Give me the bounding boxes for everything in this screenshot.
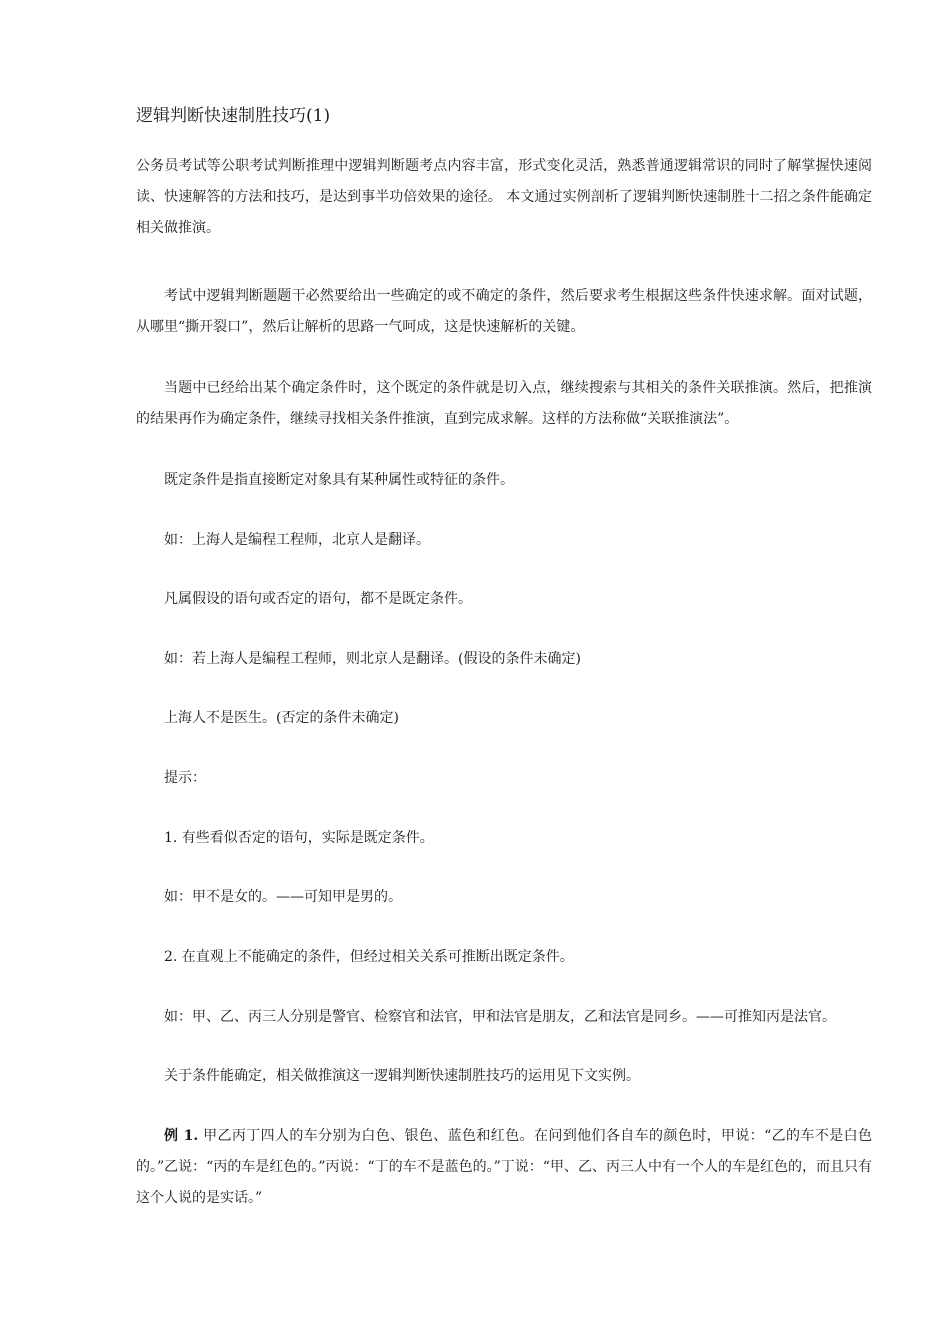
tip-item-1: 1. 有些看似否定的语句，实际是既定条件。 <box>164 830 434 846</box>
paragraph-3: 既定条件是指直接断定对象具有某种属性或特征的条件。 <box>164 472 514 488</box>
intro-paragraph: 公务员考试等公职考试判断推理中逻辑判断题考点内容丰富，形式变化灵活，熟悉普通逻辑常识的同时了解掌握快速阅读、快速解答的方法和技巧，是达到事半功倍效果的途径。 本文通过实例剖析了逻辑判断快速制胜十二招之条件能确定 相关做推演。 <box>136 158 872 236</box>
document-title: 逻辑判断快速制胜技巧(1) <box>136 106 331 126</box>
tip-item-2: 2. 在直观上不能确定的条件，但经过相关关系可推断出既定条件。 <box>164 949 574 965</box>
tip-example-1: 如：甲不是女的。——可知甲是男的。 <box>164 889 402 905</box>
paragraph-2: 当题中已经给出某个确定条件时，这个既定的条件就是切入点，继续搜索与其相关的条件关联推演。然后，把推演的结果再作为确定条件，继续寻找相关条件推演，直到完成求解。这样的方法称做“关联推演法”。 <box>136 380 872 427</box>
paragraph-7: 上海人不是医生。(否定的条件未确定) <box>164 710 399 726</box>
paragraph-6: 如：若上海人是编程工程师，则北京人是翻译。(假设的条件未确定) <box>164 651 581 667</box>
paragraph-8: 提示： <box>164 770 206 786</box>
example-1-text: 甲乙丙丁四人的车分别为白色、银色、蓝色和红色。在问到他们各自车的颜色时，甲说：“乙的车不是白色的。”乙说：“丙的车是红色的。”丙说：“丁的车不是蓝色的。”丁说：“甲、乙、丙三人中有一个人的车是红色的，而且只有这个人说的是实话。” <box>136 1128 872 1206</box>
paragraph-4: 如：上海人是编程工程师，北京人是翻译。 <box>164 532 430 548</box>
paragraph-5: 凡属假设的语句或否定的语句，都不是既定条件。 <box>164 591 472 607</box>
paragraph-13: 关于条件能确定，相关做推演这一逻辑判断快速制胜技巧的运用见下文实例。 <box>164 1068 640 1084</box>
tip-example-2: 如：甲、乙、丙三人分别是警官、检察官和法官，甲和法官是朋友，乙和法官是同乡。——可推知丙是法官。 <box>164 1009 836 1025</box>
example-1-paragraph <box>136 1121 872 1214</box>
paragraph-1: 考试中逻辑判断题题干必然要给出一些确定的或不确定的条件，然后要求考生根据这些条件快速求解。面对试题，从哪里“撕开裂口”，然后让解析的思路一气呵成，这是快速解析的关键。 <box>136 288 872 335</box>
example-1-label: 例 1. <box>164 1128 199 1144</box>
